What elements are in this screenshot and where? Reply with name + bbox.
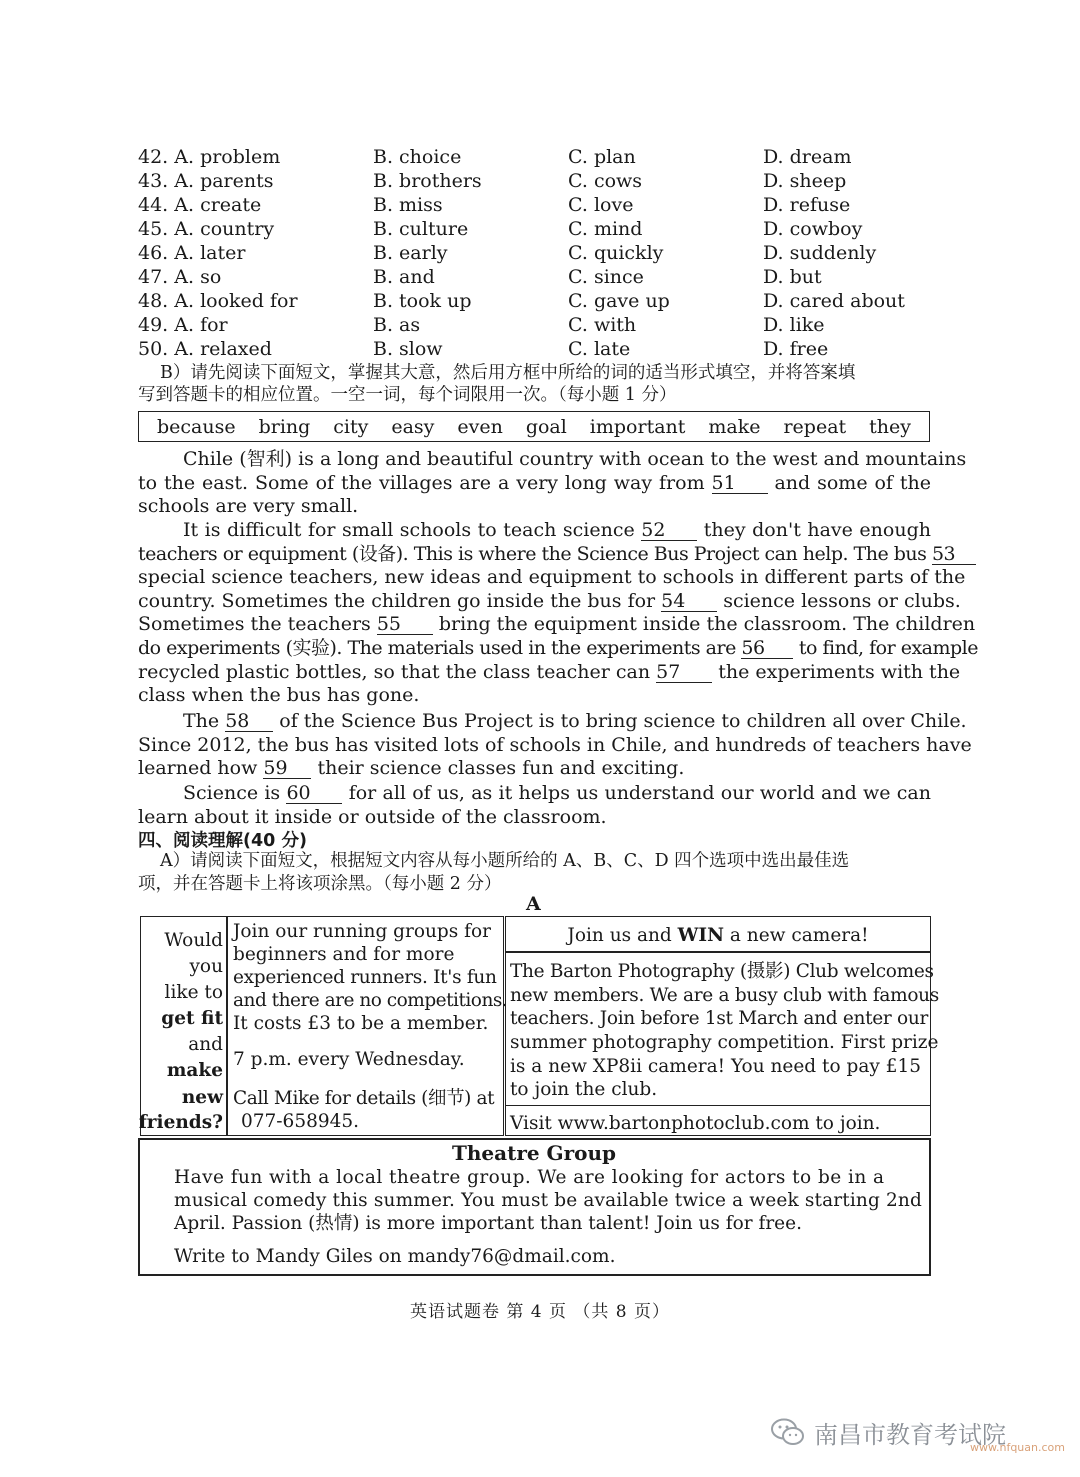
passage-line: class when the bus has gone.	[138, 684, 420, 707]
option-a: A. looked for	[174, 290, 298, 312]
section-4-instruction: 项，并在答题卡上将该项涂黑。（每小题 2 分）	[138, 874, 502, 894]
option-a: A. parents	[174, 170, 274, 192]
divider	[138, 1274, 931, 1276]
ad-text: summer photography competition. First prize	[510, 1032, 939, 1053]
page-footer: 英语试题卷 第 4 页 （共 8 页）	[409, 1302, 671, 1322]
option-d: D. sheep	[763, 170, 847, 192]
ad-question: make	[166, 1060, 223, 1081]
option-c: C. plan	[568, 146, 636, 168]
option-d: D. suddenly	[763, 242, 877, 264]
option-c: C. cows	[568, 170, 643, 192]
text: Sometimes the teachers	[138, 613, 371, 636]
option-d: D. but	[763, 266, 822, 288]
ad-text: Call Mike for details (细节) at	[233, 1088, 495, 1109]
word-bank-item: city	[333, 415, 369, 438]
text: to find, for example	[798, 636, 978, 659]
passage-paragraph-3	[138, 710, 972, 781]
section-4-instruction: A）请阅读下面短文，根据短文内容从每小题所给的 A、B、C、D 四个选项中选出最佳选	[160, 851, 850, 871]
ad-text: to join the club.	[510, 1079, 658, 1100]
ad-text: The Barton Photography (摄影) Club welcomes	[510, 961, 934, 982]
passage-line	[138, 519, 931, 543]
option-c: C. gave up	[568, 290, 670, 312]
option-row	[138, 217, 274, 241]
option-d: D. like	[763, 314, 825, 336]
option-b: B. early	[373, 242, 448, 264]
ad-text: new members. We are a busy club with famous	[510, 985, 939, 1006]
passage-line: Chile (智利) is a long and beautiful country with ocean to the west and mountains	[183, 448, 967, 470]
text: Science is	[183, 782, 281, 804]
option-b: B. as	[373, 314, 421, 336]
wechat-icon	[770, 1417, 806, 1447]
answer-blank[interactable]: 54	[661, 591, 717, 612]
answer-blank[interactable]: 59	[263, 758, 311, 779]
photo-club-ad	[505, 916, 939, 1136]
answer-blank[interactable]: 60	[286, 783, 342, 804]
option-row	[138, 241, 245, 265]
passage-line	[138, 757, 931, 781]
option-a: A. relaxed	[174, 338, 272, 360]
word-bank-item: repeat	[783, 415, 847, 438]
passage-line	[138, 589, 961, 614]
watermark-text: 南昌市教育考试院	[814, 1420, 1006, 1449]
option-row	[138, 313, 228, 337]
option-c: C. love	[568, 194, 634, 216]
ad-text: is a new XP8ii camera! You need to pay £15	[510, 1056, 921, 1077]
running-ad	[138, 916, 508, 1136]
text: bring the equipment inside the classroom. The children	[438, 613, 976, 636]
text: country. Sometimes the children go inside the bus for	[138, 589, 656, 612]
ad-text: musical comedy this summer. You must be available twice a week starting 2nd	[174, 1190, 922, 1211]
text: of the Science Bus Project is to bring science to children all over Chile.	[279, 710, 967, 732]
ad-text: Have fun with a local theatre group. We are looking for actors to be in a	[174, 1167, 885, 1188]
ad-question: friends?	[138, 1112, 223, 1133]
question-number: 47.	[138, 266, 169, 288]
option-d: D. cared about	[763, 290, 905, 312]
answer-blank[interactable]: 56	[741, 638, 793, 659]
text: teachers or equipment (设备). This is where the Science Bus Project can help. The bus	[138, 542, 927, 565]
text: a new camera!	[729, 925, 869, 946]
passage-line	[138, 710, 967, 734]
option-c: C. with	[568, 314, 637, 336]
ad-text: April. Passion (热情) is more important than talent! Join us for free.	[174, 1213, 802, 1234]
option-c: C. quickly	[568, 242, 664, 264]
passage-paragraph-2	[138, 519, 978, 708]
word-bank-item: because	[157, 415, 236, 438]
answer-blank[interactable]: 53	[932, 544, 976, 565]
question-number: 46.	[138, 242, 169, 264]
option-c: C. late	[568, 338, 631, 360]
ad-question: get fit	[161, 1008, 223, 1029]
option-a: A. country	[174, 218, 275, 240]
text: the experiments with the	[718, 660, 961, 683]
option-b: B. and	[373, 266, 435, 288]
question-number: 48.	[138, 290, 169, 312]
text: for all of us, as it helps us understand our world and we can	[348, 782, 931, 804]
word-bank-item: goal	[525, 415, 567, 438]
word-bank-item: they	[869, 415, 911, 438]
divider	[226, 917, 228, 1135]
passage-line	[138, 636, 978, 661]
option-b: B. culture	[373, 218, 469, 240]
word-bank-item: important	[589, 415, 686, 438]
option-a: A. so	[174, 266, 222, 288]
passage-line: special science teachers, new ideas and equipment to schools in different parts of the	[138, 566, 966, 589]
contact-email[interactable]: Write to Mandy Giles on mandy76@dmail.com.	[174, 1246, 616, 1267]
answer-blank[interactable]: 55	[377, 614, 433, 635]
passage-paragraph-4	[138, 782, 931, 829]
question-number: 49.	[138, 314, 169, 336]
option-d: D. free	[763, 338, 829, 360]
option-c: C. mind	[568, 218, 643, 240]
option-d: D. refuse	[763, 194, 851, 216]
ad-question: Would	[164, 930, 223, 951]
ad-question: you	[189, 956, 223, 977]
text: It is difficult for small schools to teach science	[183, 519, 635, 541]
ads-area	[137, 914, 939, 1276]
answer-blank[interactable]: 57	[656, 662, 712, 683]
option-b: B. choice	[373, 146, 462, 168]
phone-number: 077-658945.	[241, 1111, 360, 1132]
theatre-title: Theatre Group	[451, 1141, 617, 1165]
watermark	[770, 1410, 1070, 1454]
question-number: 43.	[138, 170, 169, 192]
text: their science classes fun and exciting.	[317, 757, 685, 780]
divider	[506, 951, 930, 953]
option-d: D. cowboy	[763, 218, 863, 240]
text: learned how	[138, 757, 258, 780]
answer-blank[interactable]: 52	[641, 520, 697, 541]
photo-ad-heading	[506, 924, 930, 947]
section-b-instruction: 写到答题卡的相应位置。一空一词，每个词限用一次。（每小题 1 分）	[138, 385, 677, 405]
option-b: B. brothers	[373, 170, 482, 192]
option-row	[138, 193, 261, 217]
option-row	[138, 337, 272, 361]
ad-text: 7 p.m. every Wednesday.	[233, 1049, 465, 1070]
text: to the east. Some of the villages are a very long way from	[138, 471, 705, 494]
passage-line	[138, 472, 931, 496]
ad-text: Join our running groups for	[233, 921, 491, 942]
option-a: A. create	[174, 194, 262, 216]
text: and some of the	[774, 471, 931, 494]
option-a: A. for	[174, 314, 228, 336]
passage-line: Since 2012, the bus has visited lots of schools in Chile, and hundreds of teachers have	[138, 733, 972, 756]
option-d: D. dream	[763, 146, 852, 168]
section-4-title: 四、阅读理解(40 分)	[138, 831, 307, 851]
option-b: B. took up	[373, 290, 472, 312]
text: do experiments (实验). The materials used in the experiments are	[138, 636, 736, 659]
section-b-instruction: B）请先阅读下面短文，掌握其大意，然后用方框中所给的词的适当形式填空，并将答案填	[160, 363, 856, 383]
question-number: 45.	[138, 218, 169, 240]
ad-text: experienced runners. It's fun	[233, 967, 497, 988]
passage-paragraph-1	[138, 448, 967, 519]
option-row	[138, 169, 274, 193]
question-number: 42.	[138, 146, 169, 168]
divider	[138, 1138, 931, 1140]
passage-label: A	[526, 893, 541, 915]
passage-line	[138, 660, 961, 685]
word-bank-item: easy	[391, 415, 435, 438]
text: science lessons or clubs.	[723, 589, 961, 612]
option-b: B. slow	[373, 338, 443, 360]
option-row	[138, 145, 280, 169]
ad-text: It costs £3 to be a member.	[233, 1013, 489, 1034]
option-b: B. miss	[373, 194, 443, 216]
ad-question: and	[188, 1034, 223, 1055]
watermark-url: www.nfquan.com	[970, 1441, 1065, 1454]
word-bank-item: even	[457, 415, 503, 438]
passage-line	[138, 542, 956, 567]
ad-question: new	[181, 1087, 223, 1108]
text: The	[183, 710, 220, 732]
ad-question: like to	[164, 982, 223, 1003]
text: WIN	[677, 925, 724, 946]
text: they don't have enough	[703, 519, 931, 541]
word-bank-item: make	[708, 415, 761, 438]
club-url-link[interactable]: Visit www.bartonphotoclub.com to join.	[510, 1113, 881, 1134]
option-row	[138, 265, 221, 289]
option-c: C. since	[568, 266, 644, 288]
option-a: A. later	[174, 242, 246, 264]
question-number: 44.	[138, 194, 169, 216]
passage-line	[138, 613, 976, 637]
question-number: 50.	[138, 338, 169, 360]
text: recycled plastic bottles, so that the class teacher can	[138, 660, 651, 683]
option-a: A. problem	[174, 146, 281, 168]
text: Join us and	[567, 925, 672, 946]
passage-line: schools are very small.	[138, 495, 359, 518]
passage-line: learn about it inside or outside of the classroom.	[138, 805, 607, 828]
word-box	[138, 411, 930, 442]
answer-blank[interactable]: 51	[712, 473, 768, 494]
ad-text: and there are no competitions.	[233, 990, 508, 1011]
divider	[506, 1105, 930, 1106]
passage-line	[138, 782, 931, 806]
word-bank-item: bring	[258, 415, 311, 438]
answer-blank[interactable]: 58	[225, 711, 273, 732]
option-row	[138, 289, 298, 313]
ad-text: beginners and for more	[233, 944, 455, 965]
ad-text: teachers. Join before 1st March and enter our	[510, 1008, 929, 1029]
